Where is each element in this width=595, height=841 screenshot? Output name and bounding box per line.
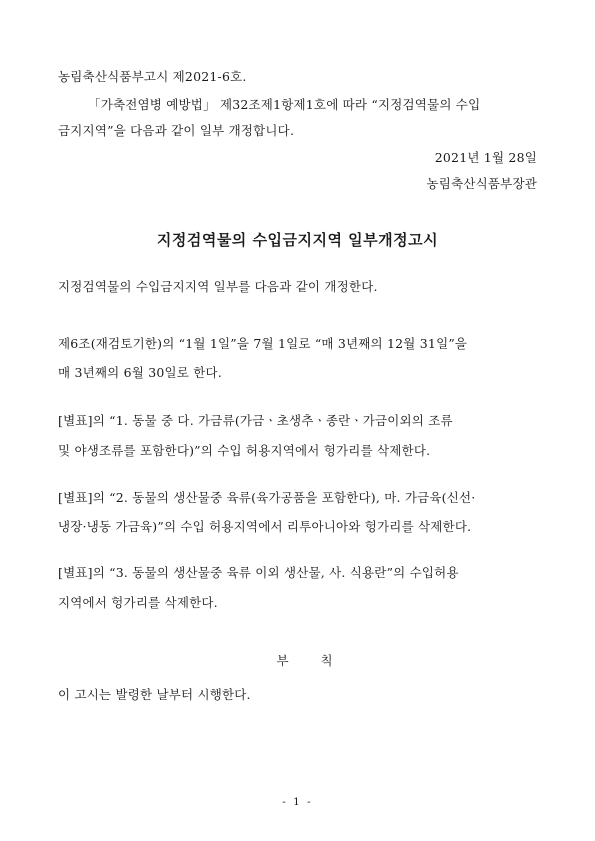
page-number: - 1 - xyxy=(282,796,313,808)
body-paragraph-2-line-1: 제6조(재검토기한)의 “1월 1일”을 7월 1일로 “매 3년째의 12월 31일”을 xyxy=(58,336,468,351)
body-paragraph-4-line-1: [별표]의 “2. 동물의 생산물중 육류(육가공품을 포함한다), 마. 가금육(신선· xyxy=(58,490,476,505)
intro-text-line-2: 금지지역”을 다음과 같이 일부 개정합니다. xyxy=(58,123,295,138)
supplementary-text: 이 고시는 발령한 날부터 시행한다. xyxy=(58,687,251,702)
body-paragraph-1: 지정검역물의 수입금지지역 일부를 다음과 같이 개정한다. xyxy=(58,279,378,294)
body-paragraph-4-line-2: 냉장·냉동 가금육)”의 수입 허용지역에서 리투아니아와 헝가리를 삭제한다. xyxy=(58,519,472,534)
body-paragraph-5-line-2: 지역에서 헝가리를 삭제한다. xyxy=(58,595,218,610)
document-title: 지정검역물의 수입금지지역 일부개정고시 xyxy=(156,231,439,249)
body-paragraph-3-line-1: [별표]의 “1. 동물 중 다. 가금류(가금ㆍ초생추ㆍ종란ㆍ가금이외의 조류 xyxy=(58,413,453,428)
issuer-name: 농림축산식품부장관 xyxy=(426,176,537,191)
notice-number: 농림축산식품부고시 제2021-6호. xyxy=(58,69,247,84)
intro-text-line-1: 「가축전염병 예방법」 제32조제1항제1호에 따라 “지정검역물의 수입 xyxy=(88,97,481,112)
notice-date: 2021년 1월 28일 xyxy=(434,150,537,165)
body-paragraph-3-line-2: 및 야생조류를 포함한다)”의 수입 허용지역에서 헝가리를 삭제한다. xyxy=(58,443,431,458)
supplementary-heading: 부 칙 xyxy=(276,653,347,668)
body-paragraph-2-line-2: 매 3년째의 6월 30일로 한다. xyxy=(58,365,222,380)
body-paragraph-5-line-1: [별표]의 “3. 동물의 생산물중 육류 이외 생산물, 사. 식용란”의 수입허용 xyxy=(58,565,459,580)
